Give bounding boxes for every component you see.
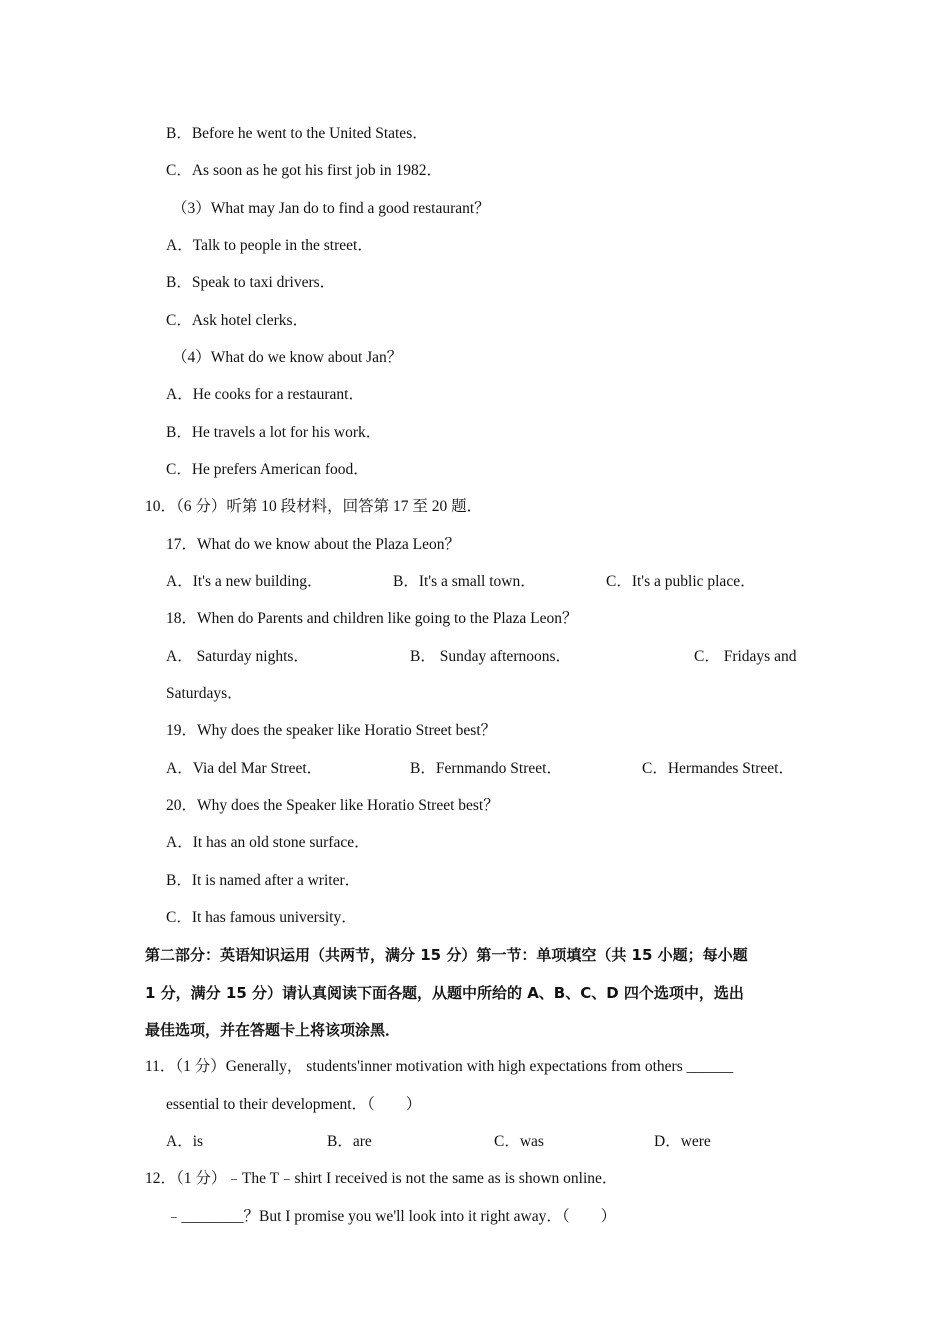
option-b-q18: B． Sunday afternoons． <box>410 648 572 665</box>
part-two-heading-3: 最佳选项，并在答题卡上将该项涂黑． <box>145 1021 401 1039</box>
option-b-q3: B．Speak to taxi drivers． <box>166 274 336 291</box>
option-b-q11: B．are <box>327 1133 372 1150</box>
question-12-cont: ﹣________？But I promise you we'll look into it right away．（ ） <box>166 1208 617 1225</box>
option-c-q11: C．was <box>494 1133 544 1150</box>
option-c-q17: C．It's a public place． <box>606 573 756 590</box>
question-20: 20．Why does the Speaker like Horatio Street best？ <box>166 797 499 814</box>
option-a-q4: A．He cooks for a restaurant． <box>166 386 364 403</box>
option-a-q20: A．It has an old stone surface． <box>166 834 370 851</box>
option-c-q4: C．He prefers American food． <box>166 461 369 478</box>
option-c-q19: C．Hermandes Street． <box>642 760 794 777</box>
option-c-q18: C． Fridays and <box>694 648 797 665</box>
question-11-cont: essential to their development．（ ） <box>166 1096 422 1113</box>
option-a-q19: A．Via del Mar Street． <box>166 760 323 777</box>
question-17: 17．What do we know about the Plaza Leon？ <box>166 536 460 553</box>
option-c-q18-cont: Saturdays． <box>166 685 243 702</box>
part-two-heading-2: 1 分，满分 15 分）请认真阅读下面各题，从题中所给的 A、B、C、D 四个选项中，选出 <box>145 984 744 1002</box>
option-a-q3: A．Talk to people in the street． <box>166 237 373 254</box>
option-a-q18: A． Saturday nights． <box>166 648 309 665</box>
option-b-q19: B．Fernmando Street． <box>410 760 562 777</box>
option-b-q20: B．It is named after a writer． <box>166 872 361 889</box>
question-3: （3）What may Jan do to find a good restaurant？ <box>172 200 490 217</box>
option-c-q20: C．It has famous university． <box>166 909 357 926</box>
option-a-q17: A．It's a new building． <box>166 573 323 590</box>
option-a-q11: A．is <box>166 1133 204 1150</box>
option-b-q4: B．He travels a lot for his work． <box>166 424 382 441</box>
question-12: 12．（1 分）﹣The T﹣shirt I received is not the same as is shown online． <box>145 1170 618 1187</box>
option-c-q2: C．As soon as he got his first job in 1982． <box>166 162 442 179</box>
question-11: 11．（1 分）Generally， students'inner motivation with high expectations from others ______ <box>145 1058 734 1075</box>
option-c-q3: C．Ask hotel clerks． <box>166 312 309 329</box>
question-19: 19．Why does the speaker like Horatio Street best？ <box>166 722 497 739</box>
option-b-q17: B．It's a small town． <box>393 573 536 590</box>
section-10-heading: 10．（6 分）听第 10 段材料，回答第 17 至 20 题． <box>145 498 483 515</box>
question-18: 18．When do Parents and children like going to the Plaza Leon？ <box>166 610 578 627</box>
part-two-heading-1: 第二部分：英语知识运用（共两节，满分 15 分）第一节：单项填空（共 15 小题；每小题 <box>145 946 748 964</box>
option-d-q11: D．were <box>654 1133 711 1150</box>
question-4: （4）What do we know about Jan？ <box>172 349 403 366</box>
option-b-q2: B．Before he went to the United States． <box>166 125 428 142</box>
